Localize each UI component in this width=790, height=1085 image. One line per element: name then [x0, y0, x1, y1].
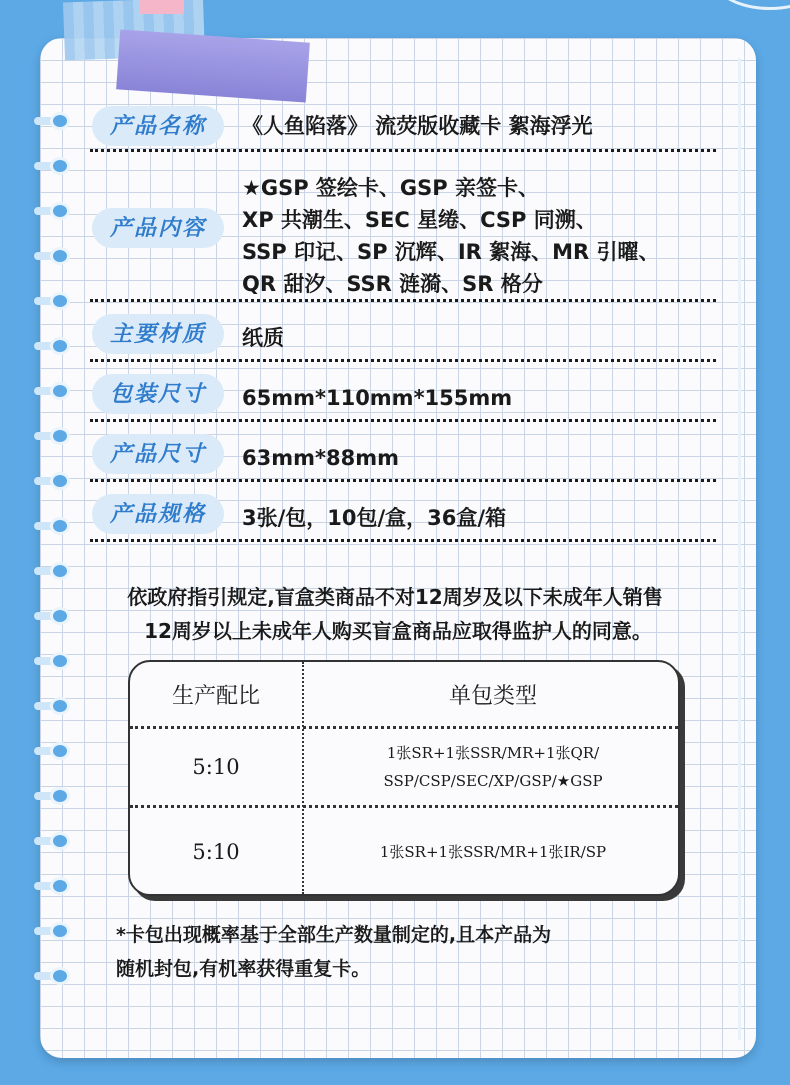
content-line: QR 甜汐、SSR 涟漪、SR 格分 — [242, 272, 543, 296]
binder-ring-icon — [40, 517, 72, 535]
spec-value: 3张/包，10包/盒，36盒/箱 — [242, 506, 507, 530]
binder-ring-icon — [40, 787, 72, 805]
material-label: 主要材质 — [92, 314, 224, 354]
product-content-value — [242, 172, 660, 300]
binder-ring-icon — [40, 472, 72, 490]
binder-ring-icon — [40, 832, 72, 850]
table-header-type: 单包类型 — [448, 683, 537, 709]
package-size-label: 包装尺寸 — [92, 374, 224, 414]
info-row-package-size — [90, 372, 716, 422]
binder-ring-icon — [40, 382, 72, 400]
info-row-product-name — [90, 104, 716, 152]
footnote-line: *卡包出现概率基于全部生产数量制定的,且本产品为 — [116, 924, 552, 946]
table-cell-type: 1张SR+1张SSR/MR+1张IR/SP — [379, 843, 607, 861]
notice-line: 12周岁以上未成年人购买盲盒商品应取得监护人的同意。 — [144, 619, 652, 643]
binder-ring-icon — [40, 922, 72, 940]
binder-ring-icon — [40, 697, 72, 715]
binder-ring-icon — [40, 112, 72, 130]
table-cell-ratio: 5:10 — [192, 840, 240, 864]
footnote — [116, 918, 716, 986]
type-line: 1张SR+1张SSR/MR+1张QR/ — [386, 743, 600, 762]
info-row-spec — [90, 492, 716, 542]
content-line: XP 共潮生、SEC 星绻、CSP 同溯、 — [242, 208, 597, 232]
type-line: SSP/CSP/SEC/XP/GSP/★GSP — [383, 771, 603, 790]
info-row-material — [90, 312, 716, 362]
binder-ring-icon — [40, 247, 72, 265]
binder-ring-icon — [40, 877, 72, 895]
product-content-label: 产品内容 — [92, 208, 224, 248]
tape-decoration-pink — [140, 0, 184, 14]
binder-ring-icon — [40, 202, 72, 220]
info-row-product-content — [90, 168, 716, 302]
notice-line: 依政府指引规定,盲盒类商品不对12周岁及以下未成年人销售 — [127, 585, 663, 609]
content-line: SSP 印记、SP 沉辉、IR 絮海、MR 引曜、 — [242, 240, 660, 264]
binder-ring-icon — [40, 652, 72, 670]
binder-ring-icon — [40, 337, 72, 355]
product-name-value: 《人鱼陷落》 流荧版收藏卡 絮海浮光 — [242, 114, 593, 138]
table-cell-type — [304, 728, 680, 805]
package-size-value: 65mm*110mm*155mm — [242, 386, 513, 410]
binder-ring-icon — [40, 967, 72, 985]
info-row-product-size — [90, 432, 716, 482]
spec-label: 产品规格 — [92, 494, 224, 534]
table-cell-ratio: 5:10 — [192, 754, 240, 779]
background-decoration — [710, 0, 790, 10]
product-name-label: 产品名称 — [92, 106, 224, 146]
content-line: ★GSP 签绘卡、GSP 亲签卡、 — [242, 176, 539, 200]
binder-ring-icon — [40, 742, 72, 760]
product-size-value: 63mm*88mm — [242, 446, 399, 470]
binder-ring-icon — [40, 292, 72, 310]
paper-edge — [738, 58, 748, 1040]
binder-ring-icon — [40, 157, 72, 175]
binder-ring-icon — [40, 562, 72, 580]
product-size-label: 产品尺寸 — [92, 434, 224, 474]
footnote-line: 随机封包,有机率获得重复卡。 — [116, 958, 371, 980]
binder-ring-icon — [40, 427, 72, 445]
table-header-ratio: 生产配比 — [171, 683, 260, 709]
material-value: 纸质 — [242, 326, 284, 350]
pack-ratio-table — [128, 660, 680, 896]
